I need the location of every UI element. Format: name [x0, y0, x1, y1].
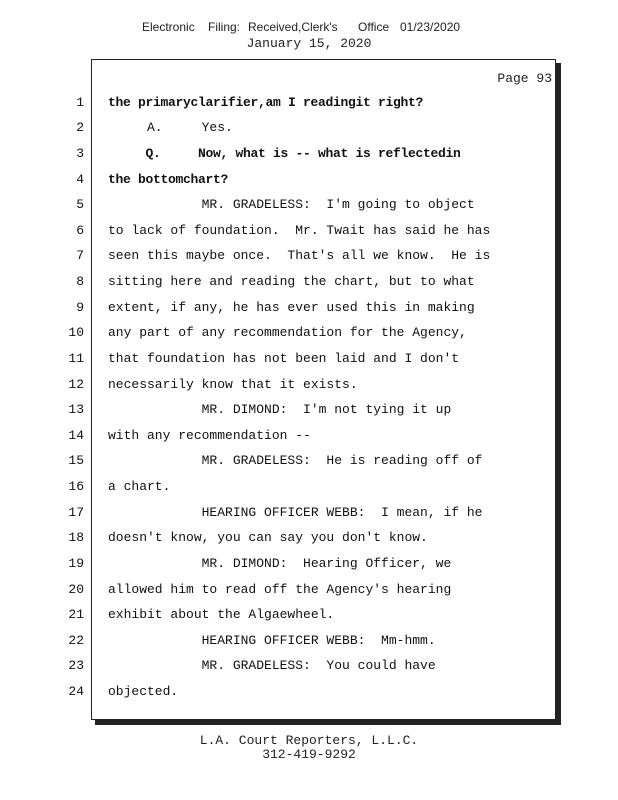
- transcript-line: any part of any recommendation for the Agency,: [108, 325, 467, 340]
- transcript-line: that foundation has not been laid and I don't: [108, 351, 460, 366]
- line-number: 17: [68, 505, 84, 520]
- line-number: 13: [68, 402, 84, 417]
- filing-office: Office: [358, 20, 390, 34]
- line-number: 21: [68, 607, 84, 622]
- filing-electronic: Electronic: [142, 20, 195, 34]
- filing-stamp: [0, 20, 618, 36]
- transcript-line: HEARING OFFICER WEBB: Mm-hmm.: [108, 633, 436, 648]
- transcript-line: HEARING OFFICER WEBB: I mean, if he: [108, 505, 483, 520]
- transcript-line: doesn't know, you can say you don't know.: [108, 530, 428, 545]
- transcript-line: extent, if any, he has ever used this in making: [108, 300, 475, 315]
- line-number: 10: [68, 325, 84, 340]
- line-number: 24: [68, 684, 84, 699]
- page-number: Page 93: [497, 71, 552, 86]
- transcript-line: allowed him to read off the Agency's hearing: [108, 582, 452, 597]
- transcript-line: the primaryclarifier,am I readingit right?: [108, 95, 424, 110]
- hearing-date: January 15, 2020: [246, 36, 372, 51]
- transcript-line: with any recommendation --: [108, 428, 311, 443]
- transcript-line: MR. GRADELESS: He is reading off of: [108, 453, 483, 468]
- transcript-line: MR. GRADELESS: You could have: [108, 658, 436, 673]
- line-number: 7: [76, 248, 84, 263]
- line-number: 14: [68, 428, 84, 443]
- transcript-line: sitting here and reading the chart, but to what: [108, 274, 475, 289]
- line-number: 23: [68, 658, 84, 673]
- line-number: 1: [76, 95, 84, 110]
- line-number: 15: [68, 453, 84, 468]
- transcript-line: seen this maybe once. That's all we know. He is: [108, 248, 491, 263]
- line-number: 16: [68, 479, 84, 494]
- line-number: 11: [68, 351, 84, 366]
- line-number: 2: [76, 120, 84, 135]
- line-number: 12: [68, 377, 84, 392]
- filing-received: Received,Clerk's: [248, 20, 338, 34]
- line-number: 18: [68, 530, 84, 545]
- line-number: 22: [68, 633, 84, 648]
- transcript-line: MR. DIMOND: Hearing Officer, we: [108, 556, 452, 571]
- line-number: 3: [76, 146, 84, 161]
- transcript-line: the bottomchart?: [108, 172, 229, 187]
- line-number: 8: [76, 274, 84, 289]
- footer-phone: 312-419-9292: [262, 747, 356, 762]
- filing-label: Filing:: [208, 20, 241, 34]
- transcript-line: Q. Now, what is -- what is reflectedin: [108, 146, 461, 161]
- line-number: 19: [68, 556, 84, 571]
- line-number: 20: [68, 582, 84, 597]
- line-number: 4: [76, 172, 84, 187]
- line-number: 5: [76, 197, 84, 212]
- transcript-line: objected.: [108, 684, 179, 699]
- transcript-line: exhibit about the Algaewheel.: [108, 607, 335, 622]
- transcript-line: MR. GRADELESS: I'm going to object: [108, 197, 475, 212]
- filing-date: 01/23/2020: [400, 20, 461, 34]
- transcript-line: necessarily know that it exists.: [108, 377, 358, 392]
- line-number: 9: [76, 300, 84, 315]
- transcript-line: to lack of foundation. Mr. Twait has said he has: [108, 223, 491, 238]
- footer-company: L.A. Court Reporters, L.L.C.: [199, 733, 419, 748]
- transcript-line: MR. DIMOND: I'm not tying it up: [108, 402, 452, 417]
- transcript-line: a chart.: [108, 479, 171, 494]
- line-number: 6: [76, 223, 84, 238]
- transcript-line: A. Yes.: [108, 120, 233, 135]
